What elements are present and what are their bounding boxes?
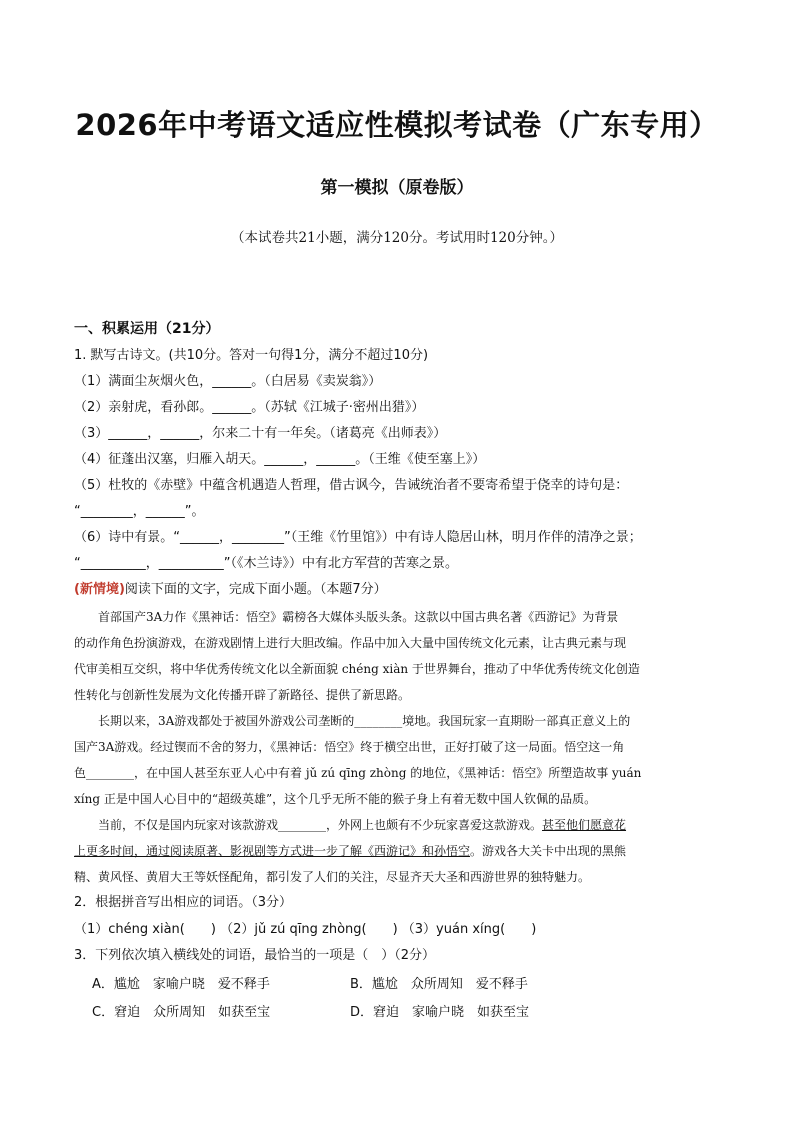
- reading-intro: [74, 580, 754, 600]
- underlined-sentence-end: 上更多时间，通过阅读原著、影视剧等方式进一步了解《西游记》和孙悟空: [74, 844, 471, 858]
- exam-note: （本试卷共21小题，满分120分。考试用时120分钟。）: [231, 230, 563, 246]
- q3-option-b: B．尴尬 众所周知 爱不释手: [350, 977, 528, 992]
- q1-item-2: （2）亲射虎，看孙郎。______。（苏轼《江城子·密州出猎》）: [74, 400, 425, 415]
- q1-item-5-cont: “________，______”。: [74, 504, 205, 519]
- passage-p1-line-3: 代审美相互交织，将中华优秀传统文化以全新面貌 chéng xiàn 于世界舞台，推动了中华优秀传统文化创造: [74, 662, 640, 676]
- passage-p2-line-4: xíng 正是中国人心目中的“超级英雄”，这个几乎无所不能的猴子身上有着无数中国人钦佩的品质。: [74, 792, 597, 806]
- passage-p1-line-2: 的动作角色扮演游戏，在游戏剧情上进行大胆改编。作品中加入大量中国传统文化元素，让古典元素与现: [74, 636, 627, 650]
- passage-p1-line-1: 首部国产3A力作《黑神话：悟空》霸榜各大媒体头版头条。这款以中国古典名著《西游记》为背景: [74, 610, 619, 624]
- reading-intro-text: 阅读下面的文字，完成下面小题。（本题7分）: [124, 582, 387, 597]
- q1-stem: 1. 默写古诗文。(共10分。答对一句得1分，满分不超过10分): [74, 348, 429, 363]
- q3-option-c: C．窘迫 众所周知 如获至宝: [92, 1005, 271, 1020]
- q3-option-d: D．窘迫 家喻户晓 如获至宝: [350, 1005, 530, 1020]
- section-heading: 一、积累运用（21分）: [74, 321, 220, 337]
- underlined-sentence-start: 甚至他们愿意花: [542, 818, 627, 832]
- q1-item-5: （5）杜牧的《赤壁》中蕴含机遇造人哲理，借古讽今，告诫统治者不要寄希望于侥幸的诗句是：: [74, 478, 629, 493]
- passage-p2-line-3: 色________，在中国人甚至东亚人心中有着 jǔ zú qīng zhòng 的地位，《黑神话：悟空》所塑造故事 yuán: [74, 766, 642, 780]
- passage-p2-line-1: 长期以来，3A游戏都处于被国外游戏公司垄断的________境地。我国玩家一直期盼一部真正意义上的: [74, 714, 631, 728]
- passage-p3-line-1: [74, 815, 754, 835]
- passage-p3-line-3: 精、黄风怪、黄眉大王等妖怪配角，都引发了人们的关注，尽显齐天大圣和西游世界的独特魅力。: [74, 870, 591, 884]
- passage-p3-text-2: 。游戏各大关卡中出现的黑熊: [470, 844, 627, 858]
- q2-pinyin-line: （1）chéng xiàn( ) （2）jǔ zú qīng zhòng( ) （3）yuán xíng( ): [74, 922, 537, 937]
- q1-item-1: （1）满面尘灰烟火色，______。（白居易《卖炭翁》）: [74, 374, 382, 389]
- exam-subtitle: 第一模拟（原卷版）: [320, 178, 474, 198]
- q1-item-4: （4）征蓬出汉塞，归雁入胡天。______，______。（王维《使至塞上》）: [74, 452, 486, 467]
- q1-item-6: （6）诗中有景。“______，________”（王维《竹里馆》）中有诗人隐居山林，明月作伴的清净之景；: [74, 530, 642, 545]
- exam-title: 2026年中考语文适应性模拟考试卷（广东专用）: [75, 108, 719, 142]
- passage-p2-line-2: 国产3A游戏。经过锲而不舍的努力，《黑神话：悟空》终于横空出世，正好打破了这一局面。悟空这一角: [74, 740, 625, 754]
- q3-option-a: A．尴尬 家喻户晓 爱不释手: [92, 977, 270, 992]
- passage-p1-line-4: 性转化与创新性发展为文化传播开辟了新路径、提供了新思路。: [74, 688, 411, 702]
- q2-stem: 2．根据拼音写出相应的词语。（3分）: [74, 895, 293, 910]
- q1-item-3: （3）______，______，尔来二十有一年矣。（诸葛亮《出师表》）: [74, 426, 447, 441]
- q1-item-6-cont: “__________，__________”（《木兰诗》）中有北方军营的苦寒之景。: [74, 556, 458, 571]
- q3-stem: 3．下列依次填入横线处的词语，最恰当的一项是（ ）（2分）: [74, 948, 436, 963]
- passage-p3-line-2: [74, 841, 754, 861]
- passage-p3-text: 当前，不仅是国内玩家对该款游戏________，外网上也颇有不少玩家喜爱这款游戏。: [74, 818, 543, 832]
- new-context-tag: (新情境): [74, 582, 125, 597]
